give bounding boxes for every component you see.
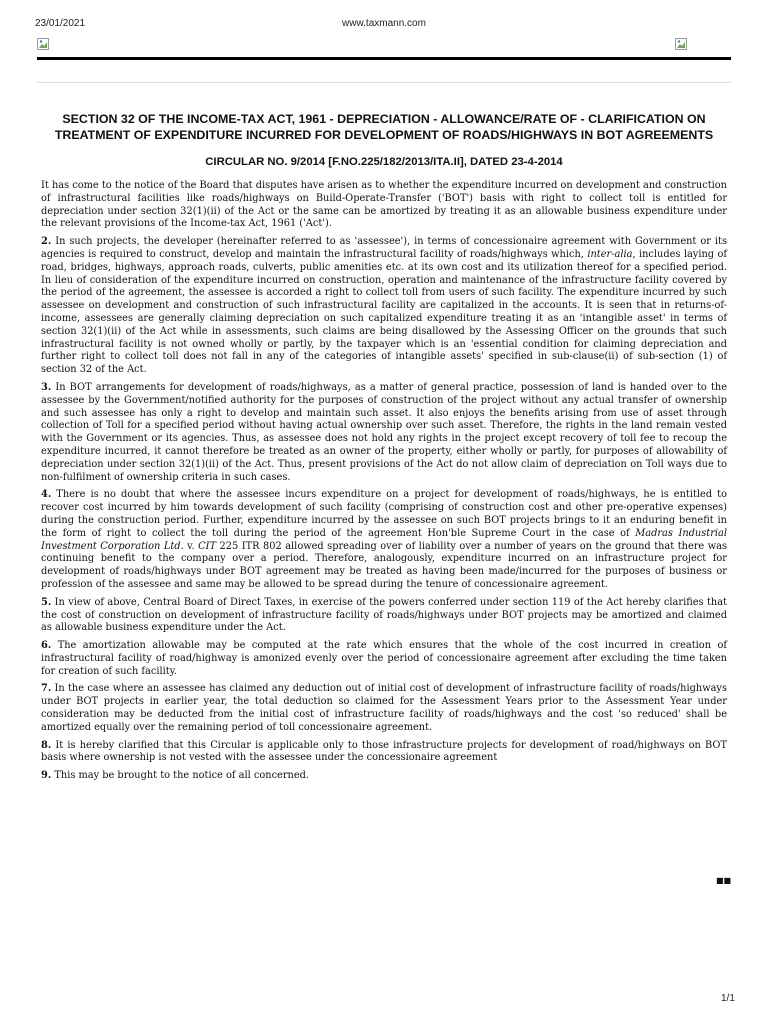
circular-reference: CIRCULAR NO. 9/2014 [F.NO.225/182/2013/ITA.II], DATED 23-4-2014 (205, 156, 563, 168)
page-number: 1/1 (721, 993, 735, 1004)
broken-image-icon (37, 38, 49, 50)
paragraph-number: 7. (41, 683, 52, 695)
paragraph-number: 5. (41, 596, 52, 608)
paragraph-1: It has come to the notice of the Board that disputes have arisen as to whether the expenditure incurred on development and construction of infrastructural facilities like roads/highways on Build-Operate-Transfer ('BOT') basis with right to collect toll is entitled for depreciation under section 32(1)(ii) of the Act or the same can be amortized by treating it as an allowable business expenditure under the relevant provisions of the Income-tax Act, 1961 ('Act'). (41, 180, 727, 230)
paragraph-number: 6. (41, 640, 52, 652)
paragraph-number: 2. (41, 236, 52, 248)
end-of-document-mark: ■■ (716, 876, 732, 885)
paragraph-4: 4. There is no doubt that where the assessee incurs expenditure on a project for development of roads/highways, he is entitled to recover cost incurred by him towards development of such facility (comprising of construction cost and other pre-operative expenses) during the construction period. Further, expenditure incurred by the assessee on such BOT projects brings to it an enduring benefit in the form of right to collect the toll during the period of the agreement Hon'ble Supreme Court in the case of Madras Industrial Investment Corporation Ltd. v. CIT 225 ITR 802 allowed spreading over of liability over a number of years on the ground that there was continuing benefit to the company over a period. Therefore, analogously, expenditure incurred on an infrastructure project for development of roads/highways under BOT agreement may be treated as having been made/incurred for the purposes of business or profession of the assessee and same may be allowed to be spread during the tenure of concessionaire agreement. (41, 489, 727, 590)
paragraph-5: 5. In view of above, Central Board of Direct Taxes, in exercise of the powers conferred under section 119 of the Act hereby clarifies that the cost of construction on development of infrastructure facility of roads/highways under BOT projects may be amortized and claimed as allowable business expenditure under the Act. (41, 596, 727, 634)
paragraph-6: 6. The amortization allowable may be computed at the rate which ensures that the whole of the cost incurred in creation of infrastructural facility of road/highway is amonized evenly over the period of concessionaire agreement after excluding the time taken for creation of such facility. (41, 640, 727, 677)
header-divider (37, 57, 731, 60)
paragraph-number: 8. (41, 739, 52, 751)
paragraph-number: 9. (41, 770, 52, 782)
paragraph-number: 4. (41, 489, 52, 501)
paragraph-9: 9. This may be brought to the notice of all concerned. (41, 770, 310, 782)
document-body (41, 180, 727, 788)
paragraph-number: 3. (41, 381, 52, 393)
paragraph-8: 8. It is hereby clarified that this Circular is applicable only to those infrastructure projects for development of road/highways on BOT basis where ownership is not vested with the assessee under the concessionaire agreement (41, 739, 727, 764)
print-header (0, 18, 768, 32)
paragraph-3: 3. In BOT arrangements for development of roads/highways, as a matter of general practice, possession of land is handed over to the assessee by the Government/notified authority for the purposes of construction of the project without any actual transfer of ownership and such assessee has only a right to develop and maintain such asset. It also enjoys the benefits arising from use of asset through collection of Toll for a specified period without having actual ownership over such asset. Therefore, the rights in the land remain vested with the Government or its agencies. Thus, as assessee does not hold any rights in the project except recovery of toll fee to recoup the expenditure incurred, it cannot therefore be treated as an owner of the property, either wholly or partly, for purposes of allowability of depreciation under section 32(1)(ii) of the Act. Thus, present provisions of the Act do not allow claim of depreciation on Toll ways due to non-fulfilment of ownership criteria in such cases. (41, 381, 727, 483)
section-divider (37, 82, 731, 83)
paragraph-7: 7. In the case where an assessee has claimed any deduction out of initial cost of development of infrastructure facility of roads/highways under BOT projects in earlier year, the total deduction so claimed for the Assessment Years prior to the Assessment Year under consideration may be deducted from the initial cost of infrastructure facility of roads/highways and the cost 'so reduced' shall be amortized equally over the remaining period of toll concessionaire agreement. (41, 683, 727, 733)
broken-image-icon (675, 38, 687, 50)
site-url: www.taxmann.com (342, 18, 426, 29)
print-date: 23/01/2021 (35, 18, 86, 29)
paragraph-2: 2. In such projects, the developer (hereinafter referred to as 'assessee'), in terms of concessionaire agreement with Government or its agencies is required to construct, develop and maintain the infrastructural facility of roads/highways which, inter-alia, includes laying of road, bridges, highways, approach roads, culverts, public amenities etc. at its own cost and its utilization thereof for a specified period. In lieu of consideration of the expenditure incurred on construction, operation and maintenance of the infrastructure facility covered by the period of the agreement, the assessee is accorded a right to collect toll from users of such facility. The expenditure incurred by such assessee on development and construction of such infrastructural facility are capitalized in the accounts. It is seen that in returns-of-income, assessees are generally claiming depreciation on such capitalized expenditure treating it as an 'intangible asset' in terms of section 32(1)(ii) of the Act while in assessments, such claims are being disallowed by the Assessing Officer on the grounds that such infrastructural facility is not owned wholly or partly, by the taxpayer which is an 'essential condition for claiming depreciation and further right to collect toll does not fall in any of the categories of intangible assets' specified in sub-clause(ii) of sub-section (1) of section 32 of the Act. (41, 236, 727, 376)
document-title: SECTION 32 OF THE INCOME-TAX ACT, 1961 - DEPRECIATION - ALLOWANCE/RATE OF - CLARIFICATION ON TREATMENT OF EXPENDITURE INCURRED FOR DEVELOPMENT OF ROADS/HIGHWAYS IN BOT AGREEMENTS (54, 112, 714, 142)
